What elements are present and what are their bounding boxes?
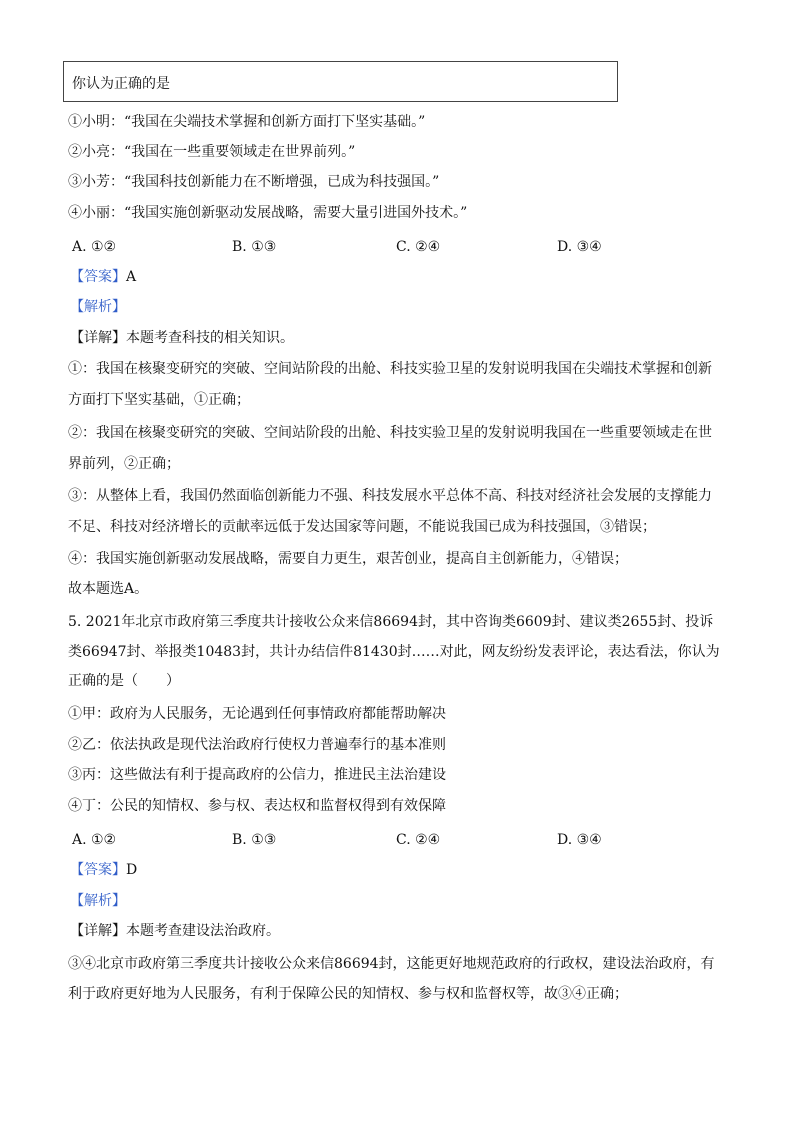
q5-option-d: D. ③④ — [557, 832, 602, 848]
q5-option-c: C. ②④ — [396, 832, 441, 848]
q4-statement-3: ③小芳：“我国科技创新能力在不断增强，已成为科技强国。” — [68, 174, 440, 190]
q5-detail-tag: 【详解】 — [70, 923, 126, 939]
q4-statement-1: ①小明：“我国在尖端技术掌握和创新方面打下坚实基础。” — [68, 114, 426, 130]
question-box-text: 你认为正确的是 — [72, 76, 170, 92]
q5-analysis-text-2: 利于政府更好地为人民服务，有利于保障公民的知情权、参与权和监督权等，故③④正确； — [68, 986, 628, 1002]
q4-answer: A — [126, 269, 137, 285]
q5-option-b: B. ①③ — [232, 832, 277, 848]
q4-analysis-line — [70, 298, 126, 316]
q5-analysis-text-1: ③④北京市政府第三季度共计接收公众来信86694封，这能更好地规范政府的行政权，建设法治政府，有 — [68, 956, 715, 972]
q4-analysis-tag: 【解析】 — [70, 299, 126, 315]
q4-conclusion: 故本题选A。 — [68, 581, 149, 597]
q5-statement-4: ④丁：公民的知情权、参与权、表达权和监督权得到有效保障 — [68, 798, 446, 814]
q4-statement-2: ②小亮：“我国在一些重要领域走在世界前列。” — [68, 144, 356, 160]
q5-stem-1: 5. 2021年北京市政府第三季度共计接收公众来信86694封，其中咨询类6609封、建议类2655封、投诉 — [68, 614, 714, 630]
q4-analysis-text-3: ②：我国在核聚变研究的突破、空间站阶段的出舱、科技实验卫星的发射说明我国在一些重要领域走在世 — [68, 425, 712, 441]
q4-analysis-text-1: ①：我国在核聚变研究的突破、空间站阶段的出舱、科技实验卫星的发射说明我国在尖端技术掌握和创新 — [68, 361, 712, 377]
q5-answer: D — [126, 862, 138, 878]
q4-option-d: D. ③④ — [557, 239, 602, 255]
q5-stem-3: 正确的是（ ） — [68, 673, 180, 689]
question-box — [63, 61, 618, 102]
q4-analysis-text-6: 不足、科技对经济增长的贡献率远低于发达国家等问题，不能说我国已成为科技强国，③错误； — [68, 519, 656, 535]
q5-detail: 本题考查建设法治政府。 — [126, 923, 280, 939]
q5-statement-1: ①甲：政府为人民服务，无论遇到任何事情政府都能帮助解决 — [68, 706, 446, 722]
q5-answer-tag: 【答案】 — [70, 862, 126, 878]
q5-stem-2: 类66947封、举报类10483封，共计办结信件81430封……对此，网友纷纷发表评论，表达看法，你认为 — [68, 644, 720, 660]
q4-analysis-text-4: 界前列，②正确； — [68, 456, 180, 472]
q4-option-b: B. ①③ — [232, 239, 277, 255]
q4-answer-tag: 【答案】 — [70, 269, 126, 285]
q4-option-a: A. ①② — [72, 239, 117, 255]
q4-analysis-text-7: ④：我国实施创新驱动发展战略，需要自力更生，艰苦创业，提高自主创新能力，④错误； — [68, 551, 628, 567]
q4-detail: 本题考查科技的相关知识。 — [126, 330, 294, 346]
q5-option-a: A. ①② — [72, 832, 117, 848]
q5-answer-line — [70, 861, 137, 879]
q5-detail-line — [70, 922, 280, 940]
q4-analysis-text-2: 方面打下坚实基础，①正确； — [68, 392, 250, 408]
q5-analysis-line — [70, 892, 126, 910]
q4-detail-line — [70, 329, 294, 347]
q4-detail-tag: 【详解】 — [70, 330, 126, 346]
q4-analysis-text-5: ③：从整体上看，我国仍然面临创新能力不强、科技发展水平总体不高、科技对经济社会发展的支撑能力 — [68, 488, 712, 504]
q4-statement-4: ④小丽：“我国实施创新驱动发展战略，需要大量引进国外技术。” — [68, 205, 468, 221]
q5-statement-3: ③丙：这些做法有利于提高政府的公信力，推进民主法治建设 — [68, 767, 446, 783]
q5-statement-2: ②乙：依法执政是现代法治政府行使权力普遍奉行的基本准则 — [68, 737, 446, 753]
q4-option-c: C. ②④ — [396, 239, 441, 255]
q5-analysis-tag: 【解析】 — [70, 893, 126, 909]
q4-answer-line — [70, 268, 136, 286]
